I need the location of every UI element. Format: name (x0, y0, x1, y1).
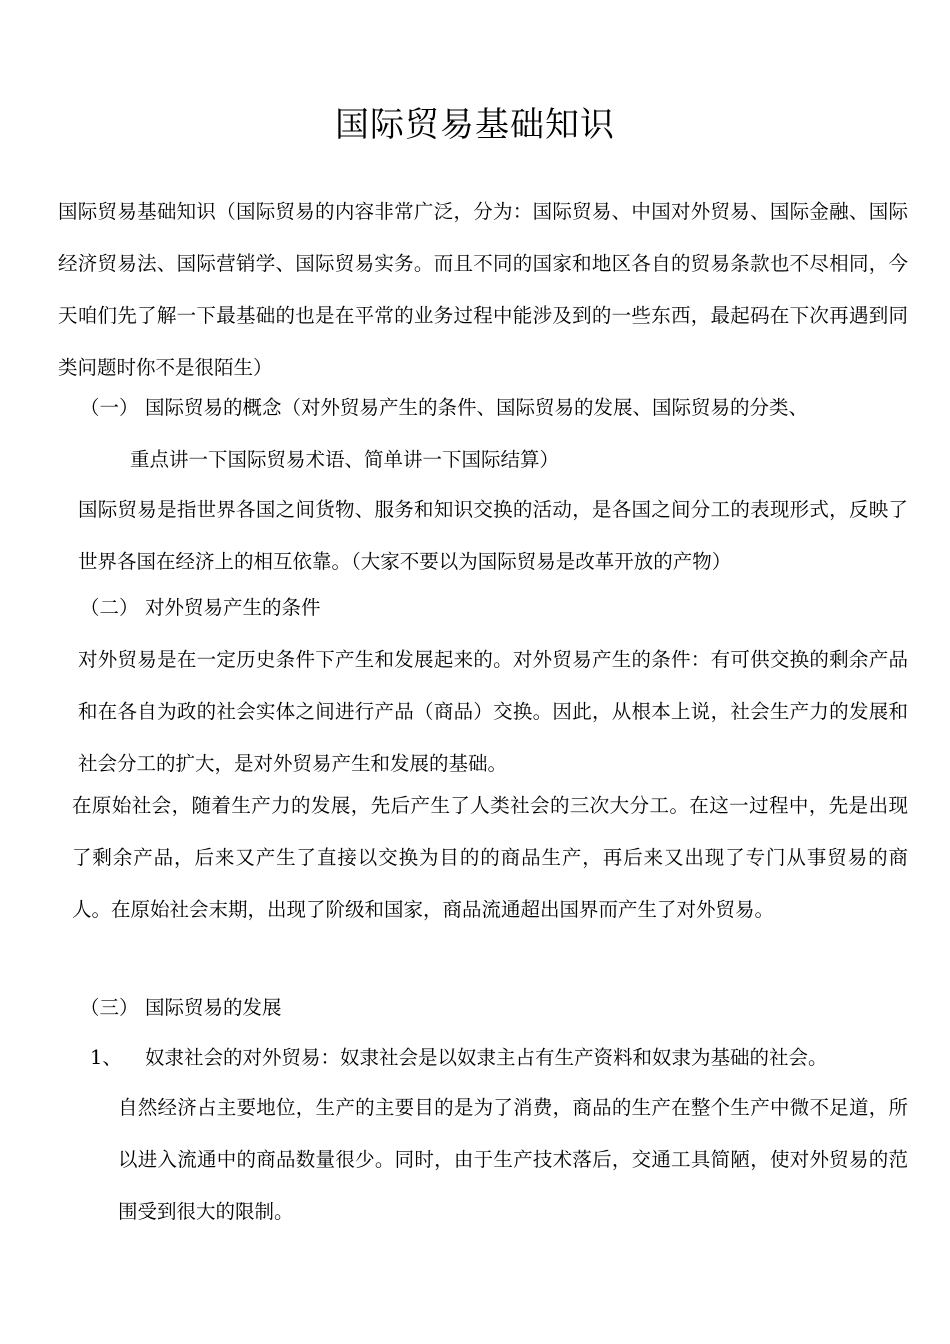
section2-body-1: 对外贸易是在一定历史条件下产生和发展起来的。对外贸易产生的条件：有可供交换的剩余产品和在各自为政的社会实体之间进行产品（商品）交换。因此，从根本上说，社会生产力的发展和社会分工的扩大，是对外贸易产生和发展的基础。 (78, 648, 908, 775)
section2-marker: （二） (80, 596, 139, 619)
section3-marker: （三） (80, 996, 139, 1019)
list-item-first-line: 奴隶社会的对外贸易：奴隶社会是以奴隶主占有生产资料和奴隶为基础的社会。 (145, 1046, 828, 1069)
list-item-number: 1、 (90, 1046, 122, 1069)
document-title: 国际贸易基础知识 (335, 105, 615, 145)
section3-heading: 国际贸易的发展 (145, 996, 282, 1019)
section1-heading: 国际贸易的概念（对外贸易产生的条件、国际贸易的发展、国际贸易的分类、 (145, 396, 809, 419)
section2-heading: 对外贸易产生的条件 (145, 596, 321, 619)
section1-heading-continued: 重点讲一下国际贸易术语、简单讲一下国际结算） (130, 448, 560, 471)
section1-body: 国际贸易是指世界各国之间货物、服务和知识交换的活动，是各国之间分工的表现形式，反映了世界各国在经济上的相互依靠。（大家不要以为国际贸易是改革开放的产物） (78, 498, 908, 573)
section1-marker: （一） (80, 396, 139, 419)
intro-paragraph: 国际贸易基础知识（国际贸易的内容非常广泛，分为：国际贸易、中国对外贸易、国际金融、国际经济贸易法、国际营销学、国际贸易实务。而且不同的国家和地区各自的贸易条款也不尽相同，今天咱们先了解一下最基础的也是在平常的业务过程中能涉及到的一些东西，最起码在下次再遇到同类问题时你不是很陌生） (58, 200, 908, 379)
list-item-continuation: 自然经济占主要地位，生产的主要目的是为了消费，商品的生产在整个生产中微不足道，所以进入流通中的商品数量很少。同时，由于生产技术落后，交通工具简陋，使对外贸易的范围受到很大的限制。 (118, 1096, 908, 1223)
section2-body-2: 在原始社会，随着生产力的发展，先后产生了人类社会的三次大分工。在这一过程中，先是出现了剩余产品，后来又产生了直接以交换为目的的商品生产，再后来又出现了专门从事贸易的商人。在原始社会末期，出现了阶级和国家，商品流通超出国界而产生了对外贸易。 (72, 794, 908, 921)
